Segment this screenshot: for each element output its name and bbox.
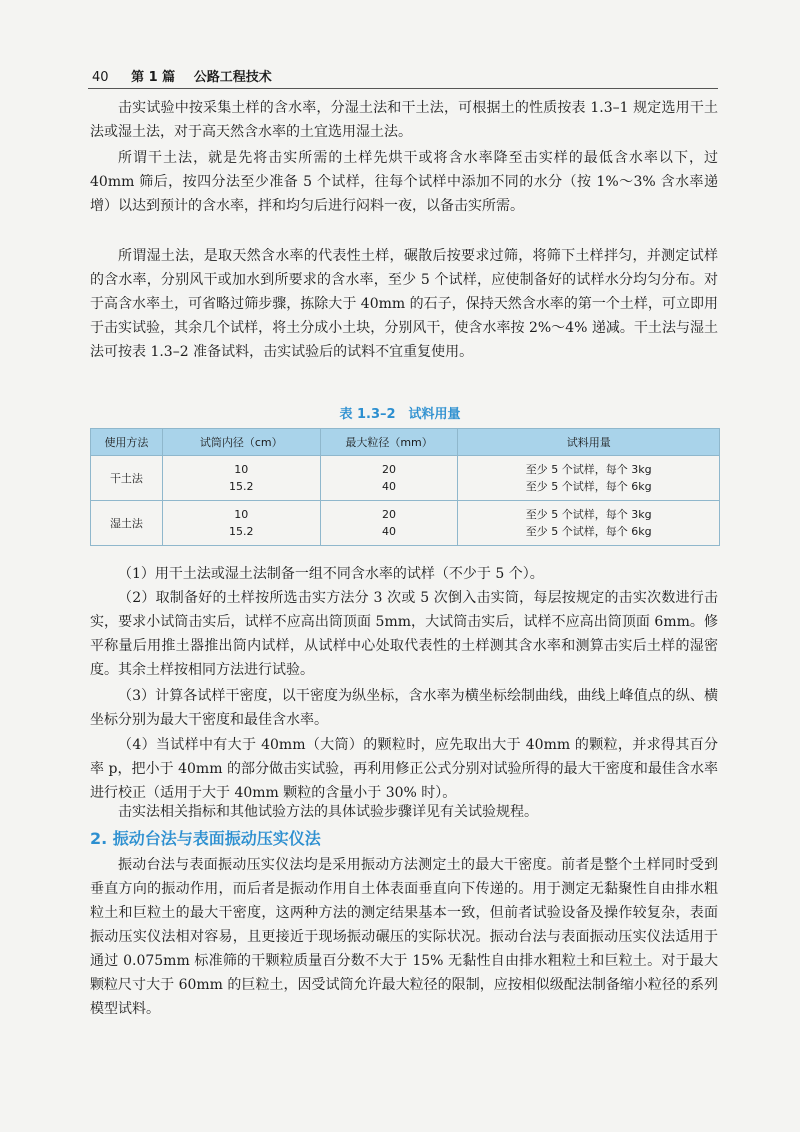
page-number: 40	[92, 70, 109, 85]
step-item: （3）计算各试样干密度，以干密度为纵坐标，含水率为横坐标绘制曲线，曲线上峰值点的纵、横坐标分别为最大干密度和最佳含水率。	[90, 688, 718, 728]
cell-line: 至少 5 个试样，每个 6kg	[525, 525, 652, 538]
max-size-cell	[320, 501, 458, 546]
step-item: （2）取制备好的土样按所选击实方法分 3 次或 5 次倒入击实筒，每层按规定的击实次数进行击实，要求小试筒击实后，试样不应高出筒顶面 5mm，大试筒击实后，试样不应高出筒顶面 6mm。修平称量后用推土器推出筒内试样，从试样中心处取代表性的土样测其含水率和测算击实后土样的湿密度。其余土样按相同方法进行试验。	[90, 590, 718, 678]
cell-line: 40	[382, 525, 397, 538]
part-label: 第 1 篇	[131, 70, 176, 85]
max-size-cell	[320, 456, 458, 501]
cell-line: 至少 5 个试样，每个 6kg	[525, 480, 652, 493]
table-header-cell: 使用方法	[91, 429, 163, 456]
cell-line: 10	[234, 463, 249, 476]
step-item: （1）用干土法或湿土法制备一组不同含水率的试样（不少于 5 个）。	[118, 566, 544, 582]
paragraph: 所谓干土法，就是先将击实所需的土样先烘干或将含水率降至击实样的最低含水率以下，过 40mm 筛后，按四分法至少准备 5 个试样，往每个试样中添加不同的水分（按 1%～3% 含水率递增）以达到预计的含水率，拌和均匀后进行闷料一夜，以备击实所需。	[90, 150, 718, 214]
paragraph: 击实试验中按采集土样的含水率，分湿土法和干土法，可根据土的性质按表 1.3–1 规定选用干土法或湿土法，对于高天然含水率的土宜选用湿土法。	[90, 100, 718, 140]
step-item: （4）当试样中有大于 40mm（大筒）的颗粒时，应先取出大于 40mm 的颗粒，并求得其百分率 p，把小于 40mm 的部分做击实试验，再利用修正公式分别对试验所得的最大干密度和最佳含水率进行校正（适用于大于 40mm 颗粒的含量小于 30% 时）。	[90, 737, 718, 801]
table-row	[91, 501, 720, 546]
cell-line: 20	[382, 508, 397, 521]
table-row	[91, 456, 720, 501]
cell-line: 20	[382, 463, 397, 476]
cell-line: 10	[234, 508, 249, 521]
method-cell: 干土法	[91, 456, 163, 501]
table-header-cell: 最大粒径（mm）	[320, 429, 458, 456]
section-heading: 2. 振动台法与表面振动压实仪法	[90, 829, 321, 848]
table-header-cell: 试料用量	[458, 429, 720, 456]
page-header	[92, 66, 272, 85]
diameter-cell	[162, 456, 320, 501]
table-header-cell: 试筒内径（cm）	[162, 429, 320, 456]
cell-line: 40	[382, 480, 397, 493]
closing-note: 击实法相关指标和其他试验方法的具体试验步骤详见有关试验规程。	[118, 804, 538, 820]
table-title: 表 1.3–2 试料用量	[339, 407, 461, 422]
section-body: 振动台法与表面振动压实仪法均是采用振动方法测定土的最大干密度。前者是整个土样同时受到垂直方向的振动作用，而后者是振动作用自土体表面垂直向下传递的。用于测定无黏聚性自由排水粗粒土和巨粒土的最大干密度，这两种方法的测定结果基本一致，但前者试验设备及操作较复杂，表面振动压实仪法相对容易，且更接近于现场振动碾压的实际状况。振动台法与表面振动压实仪法适用于通过 0.075mm 标准筛的干颗粒质量百分数不大于 15% 无黏性自由排水粗粒土和巨粒土。对于最大颗粒尺寸大于 60mm 的巨粒土，因受试筒允许最大粒径的限制，应按相似级配法制备缩小粒径的系列模型试料。	[90, 857, 718, 1017]
amount-cell	[458, 456, 720, 501]
cell-line: 至少 5 个试样，每个 3kg	[525, 463, 652, 476]
cell-line: 15.2	[229, 525, 254, 538]
header-rule	[88, 88, 718, 89]
method-cell: 湿土法	[91, 501, 163, 546]
cell-line: 至少 5 个试样，每个 3kg	[525, 508, 652, 521]
sample-amount-table	[90, 428, 720, 546]
diameter-cell	[162, 501, 320, 546]
paragraph: 所谓湿土法，是取天然含水率的代表性土样，碾散后按要求过筛，将筛下土样拌匀，并测定试样的含水率，分别风干或加水到所要求的含水率，至少 5 个试样，应使制备好的试样水分均匀分布。对于高含水率土，可省略过筛步骤，拣除大于 40mm 的石子，保持天然含水率的第一个土样，可立即用于击实试验，其余几个试样，将土分成小土块，分别风干，使含水率按 2%～4% 递减。干土法与湿土法可按表 1.3–2 准备试料，击实试验后的试料不宜重复使用。	[90, 248, 718, 360]
cell-line: 15.2	[229, 480, 254, 493]
table-header-row	[91, 429, 720, 456]
section-title: 公路工程技术	[193, 70, 272, 85]
amount-cell	[458, 501, 720, 546]
